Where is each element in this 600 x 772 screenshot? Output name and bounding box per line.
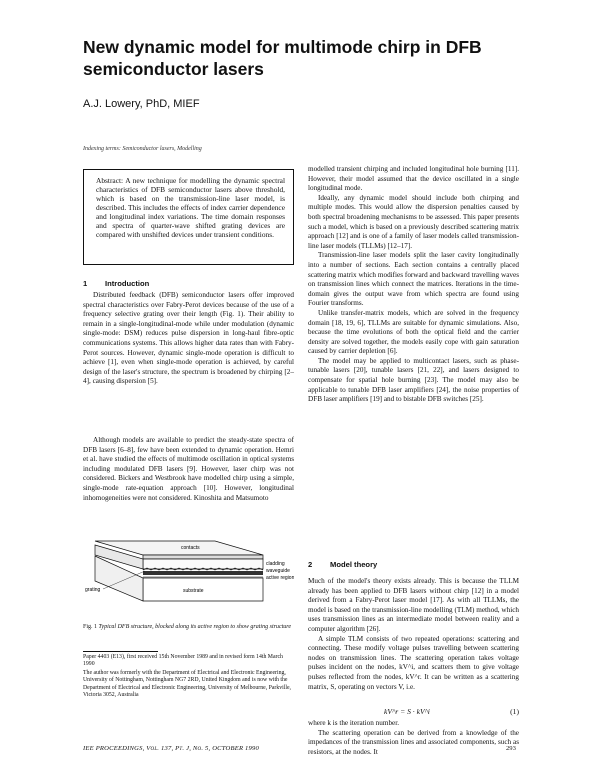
paragraph: Ideally, any dynamic model should include both chirping and multiple modes. This would allow the dispersion penalties caused by both spectral broadening mechanisms to be assessed. This paper presents such a model, which is based on a previously described scattering matrix approach [12] and is one of a family of laser models called transmission-line laser models (TLLMs) [12–17].: [308, 193, 519, 250]
section-title: Model theory: [330, 560, 378, 569]
intro-text: [83, 291, 294, 387]
figure-label: Fig. 1: [83, 624, 98, 630]
label-cladding: cladding: [266, 561, 285, 567]
equation-1: [308, 707, 519, 718]
footnote-rule: [83, 651, 158, 652]
model-theory-text: [308, 577, 519, 692]
paragraph: Much of the model's theory exists already. This is because the TLLM already has been applied to DFB lasers without chirp [12] in a model derived from a Fabry-Perot laser model [17]. As with all TLLMs, the model is based on the transmission-line modelling (TLM) method, which uses transmission lines as an intermediate model between reality and a computer algorithm [26].: [308, 577, 519, 633]
equation-number: (1): [510, 707, 519, 716]
figure-caption-text: Typical DFB structure, blocked along its active region to show grating structure: [98, 624, 292, 630]
section-number: 1: [83, 279, 88, 288]
section-title: Introduction: [105, 279, 150, 288]
label-contacts: contacts: [181, 545, 200, 551]
section-heading-model-theory: [308, 560, 377, 569]
cladding-layer: [143, 559, 263, 569]
equation-body: kV^r = S · kV^i: [384, 707, 430, 716]
label-grating: grating: [85, 587, 101, 593]
paragraph: Distributed feedback (DFB) semiconductor lasers offer improved spectral characteristics over Fabry-Perot devices because of the use of a frequency selective grating over their length (Fig. 1). Their ability to remain in a single-longitudinal-mode while under modulation (dynamic single-mode: DSM) reduces pulse dispersion in long-haul fibre-optic communications systems. This allows higher data rates than with Fabry-Perot sources. However, dynamic single-mode operation is difficult to achieve [1], even when single-mode operation is achieved, by careful design of the laser's structure, the spectrum is broadened by chirping [2–4], causing dispersion [5].: [83, 291, 294, 386]
active-region: [143, 571, 263, 575]
paragraph: A simple TLM consists of two repeated operations: scattering and connecting. These modify voltage pulses travelling between scattering nodes on transmission lines. The scattering operation takes voltage pulses incident on the nodes, kV^i, and scatters them to give voltage pulses reflected from the nodes, kV^r. It can be written as a scattering matrix, S, operating on vectors V, i.e.: [308, 634, 519, 691]
indexing-terms: Indexing terms: Semiconductor lasers, Modelling: [83, 146, 202, 152]
label-substrate: substrate: [183, 588, 204, 594]
abstract-box: Abstract: A new technique for modelling the dynamic spectral characteristics of DFB semiconductor lasers above threshold, which is based on the transmission-line laser model, is described. This includes the effects of index carrier dependence and longitudinal index variations. The time domain responses and spectra of quarter-wave shifted grating devices are compared with unshifted devices under transient conditions.: [83, 169, 294, 265]
figure-dfb-structure: [83, 521, 294, 621]
paragraph: Unlike transfer-matrix models, which are solved in the frequency domain [18, 19, 6], TLLMs are suitable for dynamic simulations. Also, because the time evolutions of both the optical field and the carrier density are solved together, the models easily cope with gain saturation caused by carrier depletion [6].: [308, 308, 519, 356]
label-waveguide: waveguide: [266, 568, 290, 574]
post-equation-text: [308, 719, 519, 757]
section-number: 2: [308, 560, 313, 569]
paper-title: New dynamic model for multimode chirp in DFB semiconductor lasers: [83, 37, 482, 79]
intro-text-continued: [83, 436, 294, 503]
paragraph: modelled transient chirping and included longitudinal hole burning [11]. However, their model assumed that the device oscillated in a single longitudinal mode.: [308, 165, 519, 193]
footnote-paper-info: Paper 4403 (E13), first received 15th November 1989 and in revised form 14th March 1990: [83, 654, 283, 668]
section-heading-introduction: [83, 279, 149, 288]
right-column-text: [308, 165, 519, 405]
label-active-region: active region: [266, 575, 294, 581]
footnote-affiliation: The author was formerly with the Department of Electrical and Electronic Engineering, University of Nottingham, Nottingham NG7 2RD, United Kingdom and is now with the Department of Electrical and Electronic Engineering, University of Melbourne, Parkville, Victoria 3052, Australia: [83, 669, 291, 699]
footnote: [83, 654, 294, 700]
page-number: 293: [506, 745, 516, 752]
paragraph: where k is the iteration number.: [308, 719, 400, 727]
figure-caption: [83, 624, 294, 632]
paragraph: The scattering operation can be derived from a knowledge of the impedances of the transmission lines and associated components, such as resistors, at the nodes. It: [308, 728, 519, 756]
contact-front-face: [143, 555, 263, 559]
paragraph: The model may be applied to multicontact lasers, such as phase-tunable lasers [20], tunable lasers [21, 22], and lasers designed to compensate for spatial hole burning [23]. The model may also be applicable to tunable DFB laser amplifiers [24], the noise properties of DFB laser amplifiers [19] and to bistable DFB switches [25].: [308, 356, 519, 404]
paragraph: Transmission-line laser models split the laser cavity longitudinally into a number of sections. Each section contains a centrally placed scattering matrix which modifies forward and backward travelling waves on transmission lines which connect the matrices. Iterations in the time-domain gives the output wave from which spectra are found using Fourier transforms.: [308, 251, 519, 308]
paragraph: Although models are available to predict the steady-state spectra of DFB lasers [6–8], few have been extended to dynamic operation. Hemri et al. have studied the effects of multimode oscillation in optical systems including modulated DFB lasers [9]. However, laser chirp was not considered. Bickers and Westbrook have modelled chirp using a simple, single-mode rate-equation approach [10]. However, longitudinal inhomogeneities were not considered. Kinoshita and Matsumoto: [83, 436, 294, 502]
author-line: A.J. Lowery, PhD, MIEF: [83, 98, 200, 110]
journal-footer: IEE PROCEEDINGS, Vol. 137, Pt. J, No. 5, OCTOBER 1990: [83, 745, 260, 752]
